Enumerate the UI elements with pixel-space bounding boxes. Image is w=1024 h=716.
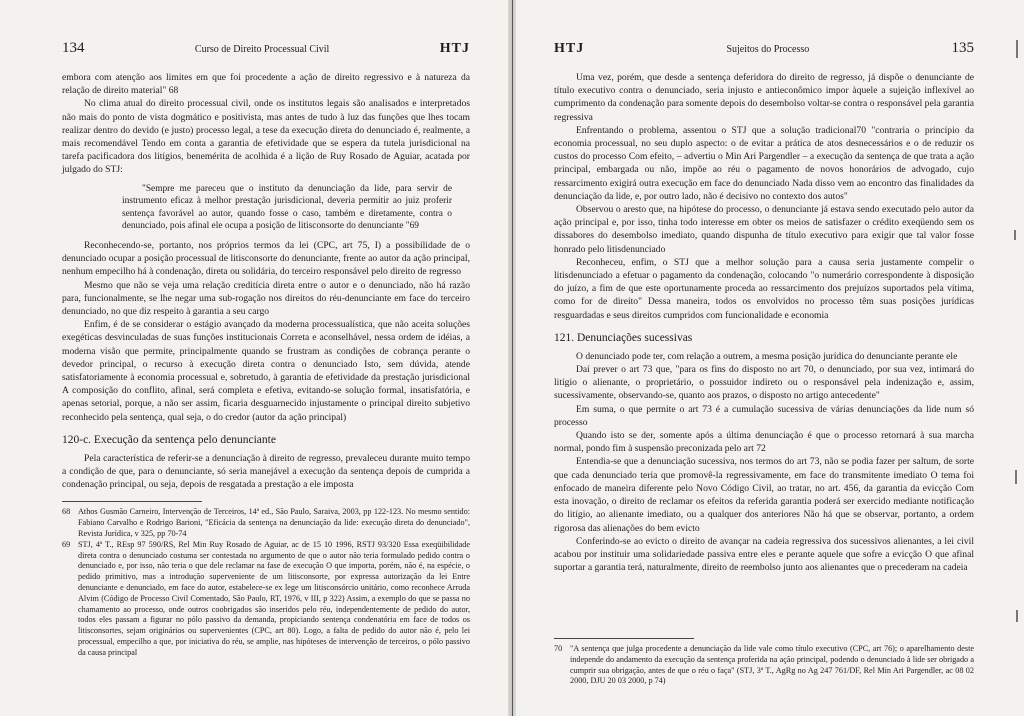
footnote-text: Athos Gusmão Carneiro, Intervenção de Terceiros, 14ª ed., São Paulo, Saraiva, 2003, pp 122-123. No mesmo sentido: Fabiano Carvalho e Rodrigo Barioni, "Eficácia da sentença na denunciação da lide: execução direta do denunciado", Revista Jurídica, v 325, pp 70-74 [78, 507, 470, 539]
scan-artifact [1016, 610, 1018, 622]
paragraph: Enfim, é de se considerar o estágio avançado da moderna processualística, que não aceita soluções exegéticas desvinculadas de suas funções institucionais Correta e aconselhável, nessa ordem de idéias, a moderna visão que permite, principalmente quando se frustram as condições de cobrança perante o devedor principal, o recurso à execução direta contra o denunciado Isto, sem dúvida, atende satisfatoriamente à economia processual e, sobretudo, à garantia de efetividade da prestação jurisdicional A composição do conflito, afinal, será completa e efetiva, evitando-se solução formal, insatisfatória, e apenas setorial, porque, a não ser assim, ficaria desguarnecido injustamente o principal direito subjetivo reconhecido pela sentença, qual seja, o do credor (autor da ação principal) [62, 319, 470, 423]
footnote [62, 507, 470, 539]
paragraph: Em suma, o que permite o art 73 é a cumulação sucessiva de várias denunciações da lide num só processo [554, 403, 974, 428]
section-heading: 120-c. Execução da sentença pelo denunciante [62, 433, 276, 446]
footnote-text: "A sentença que julga procedente a denunciação da lide vale como título executivo (CPC, art 76); o aparelhamento deste independe do andamento da execução da sentença proferida na ação principal, podendo o denunciado à lide ser obrigado a cumprir sua obrigação, antes de que o réu o faça" (STJ, 3ª T., AgRg no Ag 247 761/DF, Rel Min Ari Pargendler, ac 08 02 2000, DJU 20 03 2000, p 74) [570, 644, 974, 686]
footnote [62, 540, 470, 659]
footnote-rule [62, 501, 202, 502]
section-heading: 121. Denunciações sucessivas [554, 331, 693, 344]
paragraph: embora com atenção aos limites em que foi procedente a ação de direito regressivo e à natureza da relação de direito material" 68 [62, 72, 470, 97]
running-title: Curso de Direito Processual Civil [194, 44, 330, 55]
paragraph: Reconhecendo-se, portanto, nos próprios termos da lei (CPC, art 75, I) a possibilidade de o denunciado ocupar a posição processual de litisconsorte do denunciante, frente ao autor da ação principal, nenhum empecilho há à condenação, direta ou solidária, do terceiro responsável pelo direito de regresso [62, 240, 470, 278]
paragraph: Entendia-se que a denunciação sucessiva, nos termos do art 73, não se podia fazer per saltum, de sorte que cada denunciado teria que promovê-la regressivamente, em face do transmitente imediato O tema foi enfocado de maneira diferente pelo Novo Código Civil, ao tratar, no art. 456, da garantia da evicção Com esta inovação, o direito de reclamar os efeitos da referida garantia poderá ser exercido mediante notificação do litígio, ao alienante imediato, ou a qualquer dos anteriores Não há que se observar, portanto, a ordem rigorosa das alienações do bem evicto [554, 456, 974, 534]
page-number: 135 [951, 40, 974, 56]
publisher-mark: HTJ [554, 41, 585, 56]
footnote-rule [554, 638, 694, 639]
paragraph: Reconheceu, enfim, o STJ que a melhor solução para a causa seria justamente compelir o litisdenunciado a efetuar o pagamento da condenação, colocando "o numerário correspondente à disposição do juízo, a fim de que este oportunamente proceda ao ressarcimento dos prejuízos suportados pela vítima, como for de direito" Dessa maneira, todos os envolvidos no processo têm suas posições jurídicas resguardadas e seus direitos cumpridos com funcionalidade e economia [554, 256, 974, 321]
paragraph: Enfrentando o problema, assentou o STJ que a solução tradicional70 "contraria o princípio da economia processual, no seu duplo aspecto: o de evitar a prática de atos desnecessários e o de reduzir os custos do processo Com efeito, – advertiu o Min Ari Pargendler – a execução da sentença de que trata a ação principal, embargada ou não, impõe ao réu o pagamento de novos honorários de advogado, cujo ressarcimento exigirá outra execução em face do denunciado Nada disso vem ao encontro das finalidades da denunciação da lide, e, por outro lado, não é decisivo no contexto dos autos" [554, 124, 974, 202]
footnote-number: 69 [62, 539, 71, 549]
paragraph: Conferindo-se ao evicto o direito de avançar na cadeia regressiva dos sucessivos alienantes, a lei civil acabou por instituir uma solidariedade passiva entre eles e perante aquele que sofre a evicção O que afinal suportar a garantia terá, naturalmente, direito de reembolso junto aos alienantes que o precederam na cadeia [554, 535, 974, 574]
gutter-line [512, 0, 513, 716]
paragraph: Mesmo que não se veja uma relação creditícia direta entre o autor e o denunciado, não há razão para, funcionalmente, se lhe negar uma sub-rogação nos direitos do réu-denunciante em face do terceiro denunciado, no que diz respeito à garantia a seu cargo [62, 279, 470, 318]
paragraph: O denunciado pode ter, com relação a outrem, a mesma posição jurídica do denunciante perante ele [576, 350, 958, 362]
footnote [554, 644, 974, 687]
footnote-number: 68 [62, 507, 71, 517]
right-page-header [554, 40, 974, 57]
paragraph: Observou o aresto que, na hipótese do processo, o denunciante já estava sendo executado pelo autor da ação principal e, por isso, tinha todo interesse em obter os meios de satisfazer o crédito exeqüendo sem os dissabores do desembolso imediato, quando dispunha de título executivo para exigir que tal valor fosse honrado pelo litisdenunciado [554, 204, 974, 255]
block-quote: "Sempre me pareceu que o instituto da denunciação da lide, para servir de instrumento eficaz à melhor prestação jurisdicional, deveria permitir ao juiz proferir sentença favorável ao autor, quando fosse o caso, também e diretamente, contra o denunciado, pois afinal ele ocupa a posição de litisconsorte do denunciante "69 [122, 183, 452, 232]
running-title: Sujeitos do Processo [726, 44, 810, 55]
paragraph: Quando isto se der, somente após a última denunciação é que o processo retornará à sua marcha normal, pondo fim à suspensão preconizada pelo art 72 [554, 430, 974, 455]
scan-artifact [1014, 230, 1016, 240]
footnote-number: 70 [554, 644, 563, 653]
paragraph: Pela característica de referir-se a denunciação à direito de regresso, prevaleceu durante muito tempo a condição de que, para o denunciante, só seria manejável a execução da sentença depois de cumprida a condenação principal, ou seja, depois de resgatada a prestação a ele imposta [62, 452, 470, 491]
left-page-header [62, 40, 470, 57]
footnote-area [554, 628, 974, 687]
left-page [0, 0, 508, 716]
publisher-mark: HTJ [439, 41, 470, 56]
right-page [516, 0, 1024, 716]
page-number: 134 [62, 40, 85, 56]
paragraph: Daí prever o art 73 que, "para os fins do disposto no art 70, o denunciado, por sua vez, intimará do litígio o alienante, o proprietário, o possuidor indireto ou o responsável pela indenização e, assim, sucessivamente, observando-se, quanto aos prazos, o disposto no artigo antecedente" [554, 364, 974, 402]
footnote-text: STJ, 4ª T., REsp 97 590/RS, Rel Min Ruy Rosado de Aguiar, ac de 15 10 1996, RSTJ 93/320 Essa exeqüibilidade direta contra o denunciado costuma ser contestada no argumento de que o autor não teria formulado pedido contra o denunciado e, por isso, não teria o que dele reclamar na fase de execução O que importa, porém, não é, na espécie, o pedido primitivo, mas a introdução superveniente de um litisconsorte, por expressa autorização da lei Entre denunciante e denunciado, em face do autor, estabelece-se ex lege um litisconsórcio unitário, como reconhece Arruda Alvim (Código de Processo Civil Comentado, São Paulo, RT, 1976, v III, p 322) Assim, a exemplo do que se passa no chamamento ao processo, onde outros coobrigados são inseridos pelo réu, independentemente de pedido do autor, todos eles passam a figurar no pólo passivo da demanda, propiciando sentença condenatória em face de todos os litisconsortes, sejam originários ou supervenientes (CPC, art 80). Logo, a falta de pedido do autor não é, pelo lei processual, empecilho a que, por iniciativa do réu, se amplie, nas hipóteses de intervenção de terceiros, o pólo passivo da causa principal [78, 539, 470, 657]
paragraph: Uma vez, porém, que desde a sentença deferidora do direito de regresso, já dispõe o denunciante de título executivo contra o denunciado, seria injusto e antieconômico impor àquele a sujeição inflexível ao cumprimento da condenação para somente depois do desembolso voltar-se contra o responsável pela garantia regressiva [554, 72, 974, 123]
scan-artifact [1015, 470, 1017, 484]
paragraph: No clima atual do direito processual civil, onde os institutos legais são analisados e interpretados não mais do ponto de vista dogmático e positivista, mas antes de tudo à luz das funções que lhes tocam realizar dentro do devido (e justo) processo legal, a tese da execução direta do denunciado é, realmente, a mais recomendável Tendo em conta a garantia de efetividade que se espera da tutela jurisdicional na tarefa pacificadora dos litígios, benemérita de acolhida é a lição de Ruy Rosado de Aguiar, acatada por julgado do STJ: [62, 98, 470, 176]
scan-artifact [1016, 40, 1018, 58]
